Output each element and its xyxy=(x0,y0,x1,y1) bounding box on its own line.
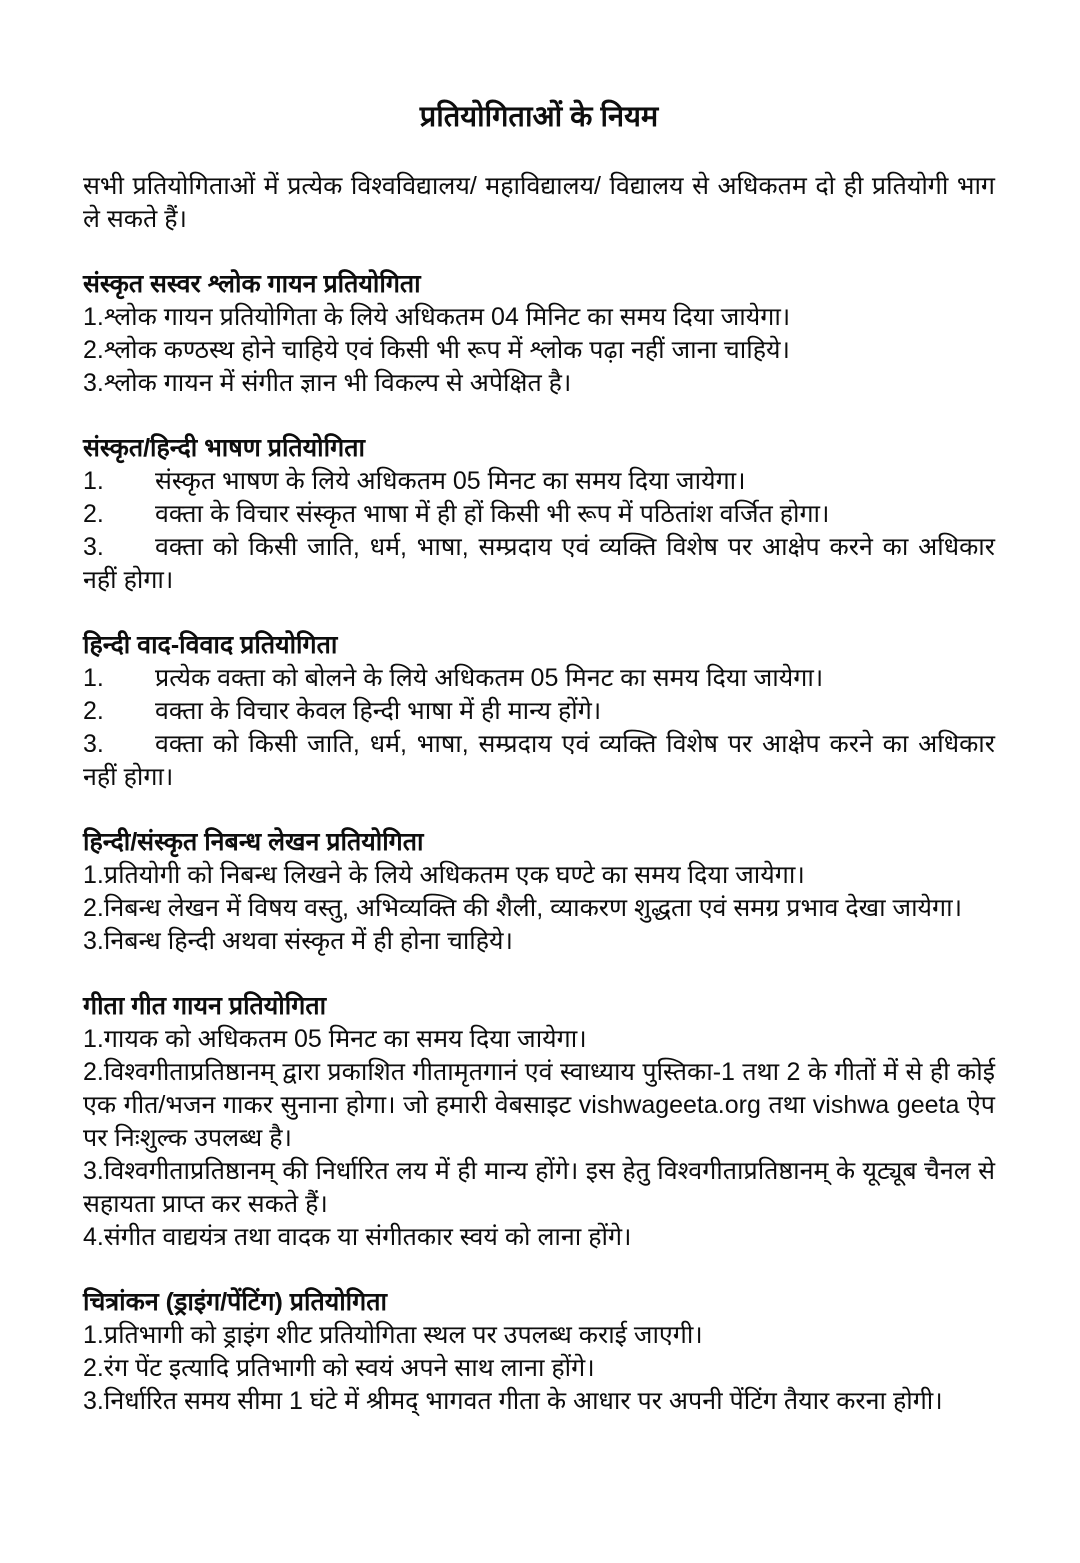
rules-section xyxy=(83,826,995,958)
rule-item: 3.निर्धारित समय सीमा 1 घंटे में श्रीमद् भागवत गीता के आधार पर अपनी पेंटिंग तैयार करना होगी। xyxy=(83,1387,943,1415)
rules-section xyxy=(83,432,995,597)
rule-number: 2. xyxy=(83,500,104,528)
rule-item: 1.प्रतिभागी को ड्राइंग शीट प्रतियोगिता स्थल पर उपलब्ध कराई जाएगी। xyxy=(83,1321,703,1349)
section-heading: हिन्दी वाद-विवाद प्रतियोगिता xyxy=(83,631,338,659)
section-heading: गीता गीत गायन प्रतियोगिता xyxy=(83,992,327,1020)
rule-item: 1.श्लोक गायन प्रतियोगिता के लिये अधिकतम 04 मिनिट का समय दिया जायेगा। xyxy=(83,303,791,331)
rule-item: 1.गायक को अधिकतम 05 मिनट का समय दिया जायेगा। xyxy=(83,1025,587,1053)
section-heading: चित्रांकन (ड्राइंग/पेंटिंग) प्रतियोगिता xyxy=(83,1288,387,1316)
rules-section xyxy=(83,1286,995,1418)
intro-paragraph: सभी प्रतियोगिताओं में प्रत्येक विश्वविद्यालय/ महाविद्यालय/ विद्यालय से अधिकतम दो ही प्रतियोगी भाग ले सकते हैं। xyxy=(83,172,995,233)
rule-item: 3. वक्ता को किसी जाति, धर्म, भाषा, सम्प्रदाय एवं व्यक्ति विशेष पर आक्षेप करने का अधिकार नहीं होगा। xyxy=(83,533,995,594)
sections-container xyxy=(83,268,995,1418)
rules-section xyxy=(83,268,995,400)
section-heading: हिन्दी/संस्कृत निबन्ध लेखन प्रतियोगिता xyxy=(83,828,424,856)
rule-item: 3. वक्ता को किसी जाति, धर्म, भाषा, सम्प्रदाय एवं व्यक्ति विशेष पर आक्षेप करने का अधिकार नहीं होगा। xyxy=(83,730,995,791)
rule-item: 2. वक्ता के विचार संस्कृत भाषा में ही हों किसी भी रूप में पठितांश वर्जित होगा। xyxy=(83,498,995,531)
rules-section xyxy=(83,990,995,1254)
rule-number: 3. xyxy=(83,533,104,561)
rule-item: 3.श्लोक गायन में संगीत ज्ञान भी विकल्प से अपेक्षित है। xyxy=(83,369,572,397)
rule-item: 1. संस्कृत भाषण के लिये अधिकतम 05 मिनट का समय दिया जायेगा। xyxy=(83,465,995,498)
document-title: प्रतियोगिताओं के नियम xyxy=(419,101,659,133)
rule-number: 2. xyxy=(83,697,104,725)
section-heading: संस्कृत/हिन्दी भाषण प्रतियोगिता xyxy=(83,434,365,462)
section-heading: संस्कृत सस्वर श्लोक गायन प्रतियोगिता xyxy=(83,270,421,298)
rule-item: 2.विश्वगीताप्रतिष्ठानम् द्वारा प्रकाशित गीतामृतगानं एवं स्वाध्याय पुस्तिका-1 तथा 2 के गीतों में से ही कोई एक गीत/भजन गाकर सुनाना होगा। जो हमारी वेबसाइट vishwageeta.org तथा vishwa geeta ऐप पर निःशुल्क उपलब्ध है। xyxy=(83,1058,995,1152)
rule-item: 3.विश्वगीताप्रतिष्ठानम् की निर्धारित लय में ही मान्य होंगे। इस हेतु विश्वगीताप्रतिष्ठानम् के यूट्यूब चैनल से सहायता प्राप्त कर सकते हैं। xyxy=(83,1157,995,1218)
rule-number: 1. xyxy=(83,467,104,495)
rules-section xyxy=(83,629,995,794)
rule-item: 2.निबन्ध लेखन में विषय वस्तु, अभिव्यक्ति की शैली, व्याकरण शुद्धता एवं समग्र प्रभाव देखा जायेगा। xyxy=(83,894,963,922)
rule-number: 1. xyxy=(83,664,104,692)
rule-item: 3.निबन्ध हिन्दी अथवा संस्कृत में ही होना चाहिये। xyxy=(83,927,514,955)
rule-item: 1. प्रत्येक वक्ता को बोलने के लिये अधिकतम 05 मिनट का समय दिया जायेगा। xyxy=(83,662,995,695)
rule-item: 4.संगीत वाद्ययंत्र तथा वादक या संगीतकार स्वयं को लाना होंगे। xyxy=(83,1223,632,1251)
rule-item: 2.श्लोक कण्ठस्थ होने चाहिये एवं किसी भी रूप में श्लोक पढ़ा नहीं जाना चाहिये। xyxy=(83,336,790,364)
rule-item: 2. वक्ता के विचार केवल हिन्दी भाषा में ही मान्य होंगे। xyxy=(83,695,995,728)
rule-number: 3. xyxy=(83,730,104,758)
rule-item: 1.प्रतियोगी को निबन्ध लिखने के लिये अधिकतम एक घण्टे का समय दिया जायेगा। xyxy=(83,861,805,889)
rule-item: 2.रंग पेंट इत्यादि प्रतिभागी को स्वयं अपने साथ लाना होंगे। xyxy=(83,1354,595,1382)
